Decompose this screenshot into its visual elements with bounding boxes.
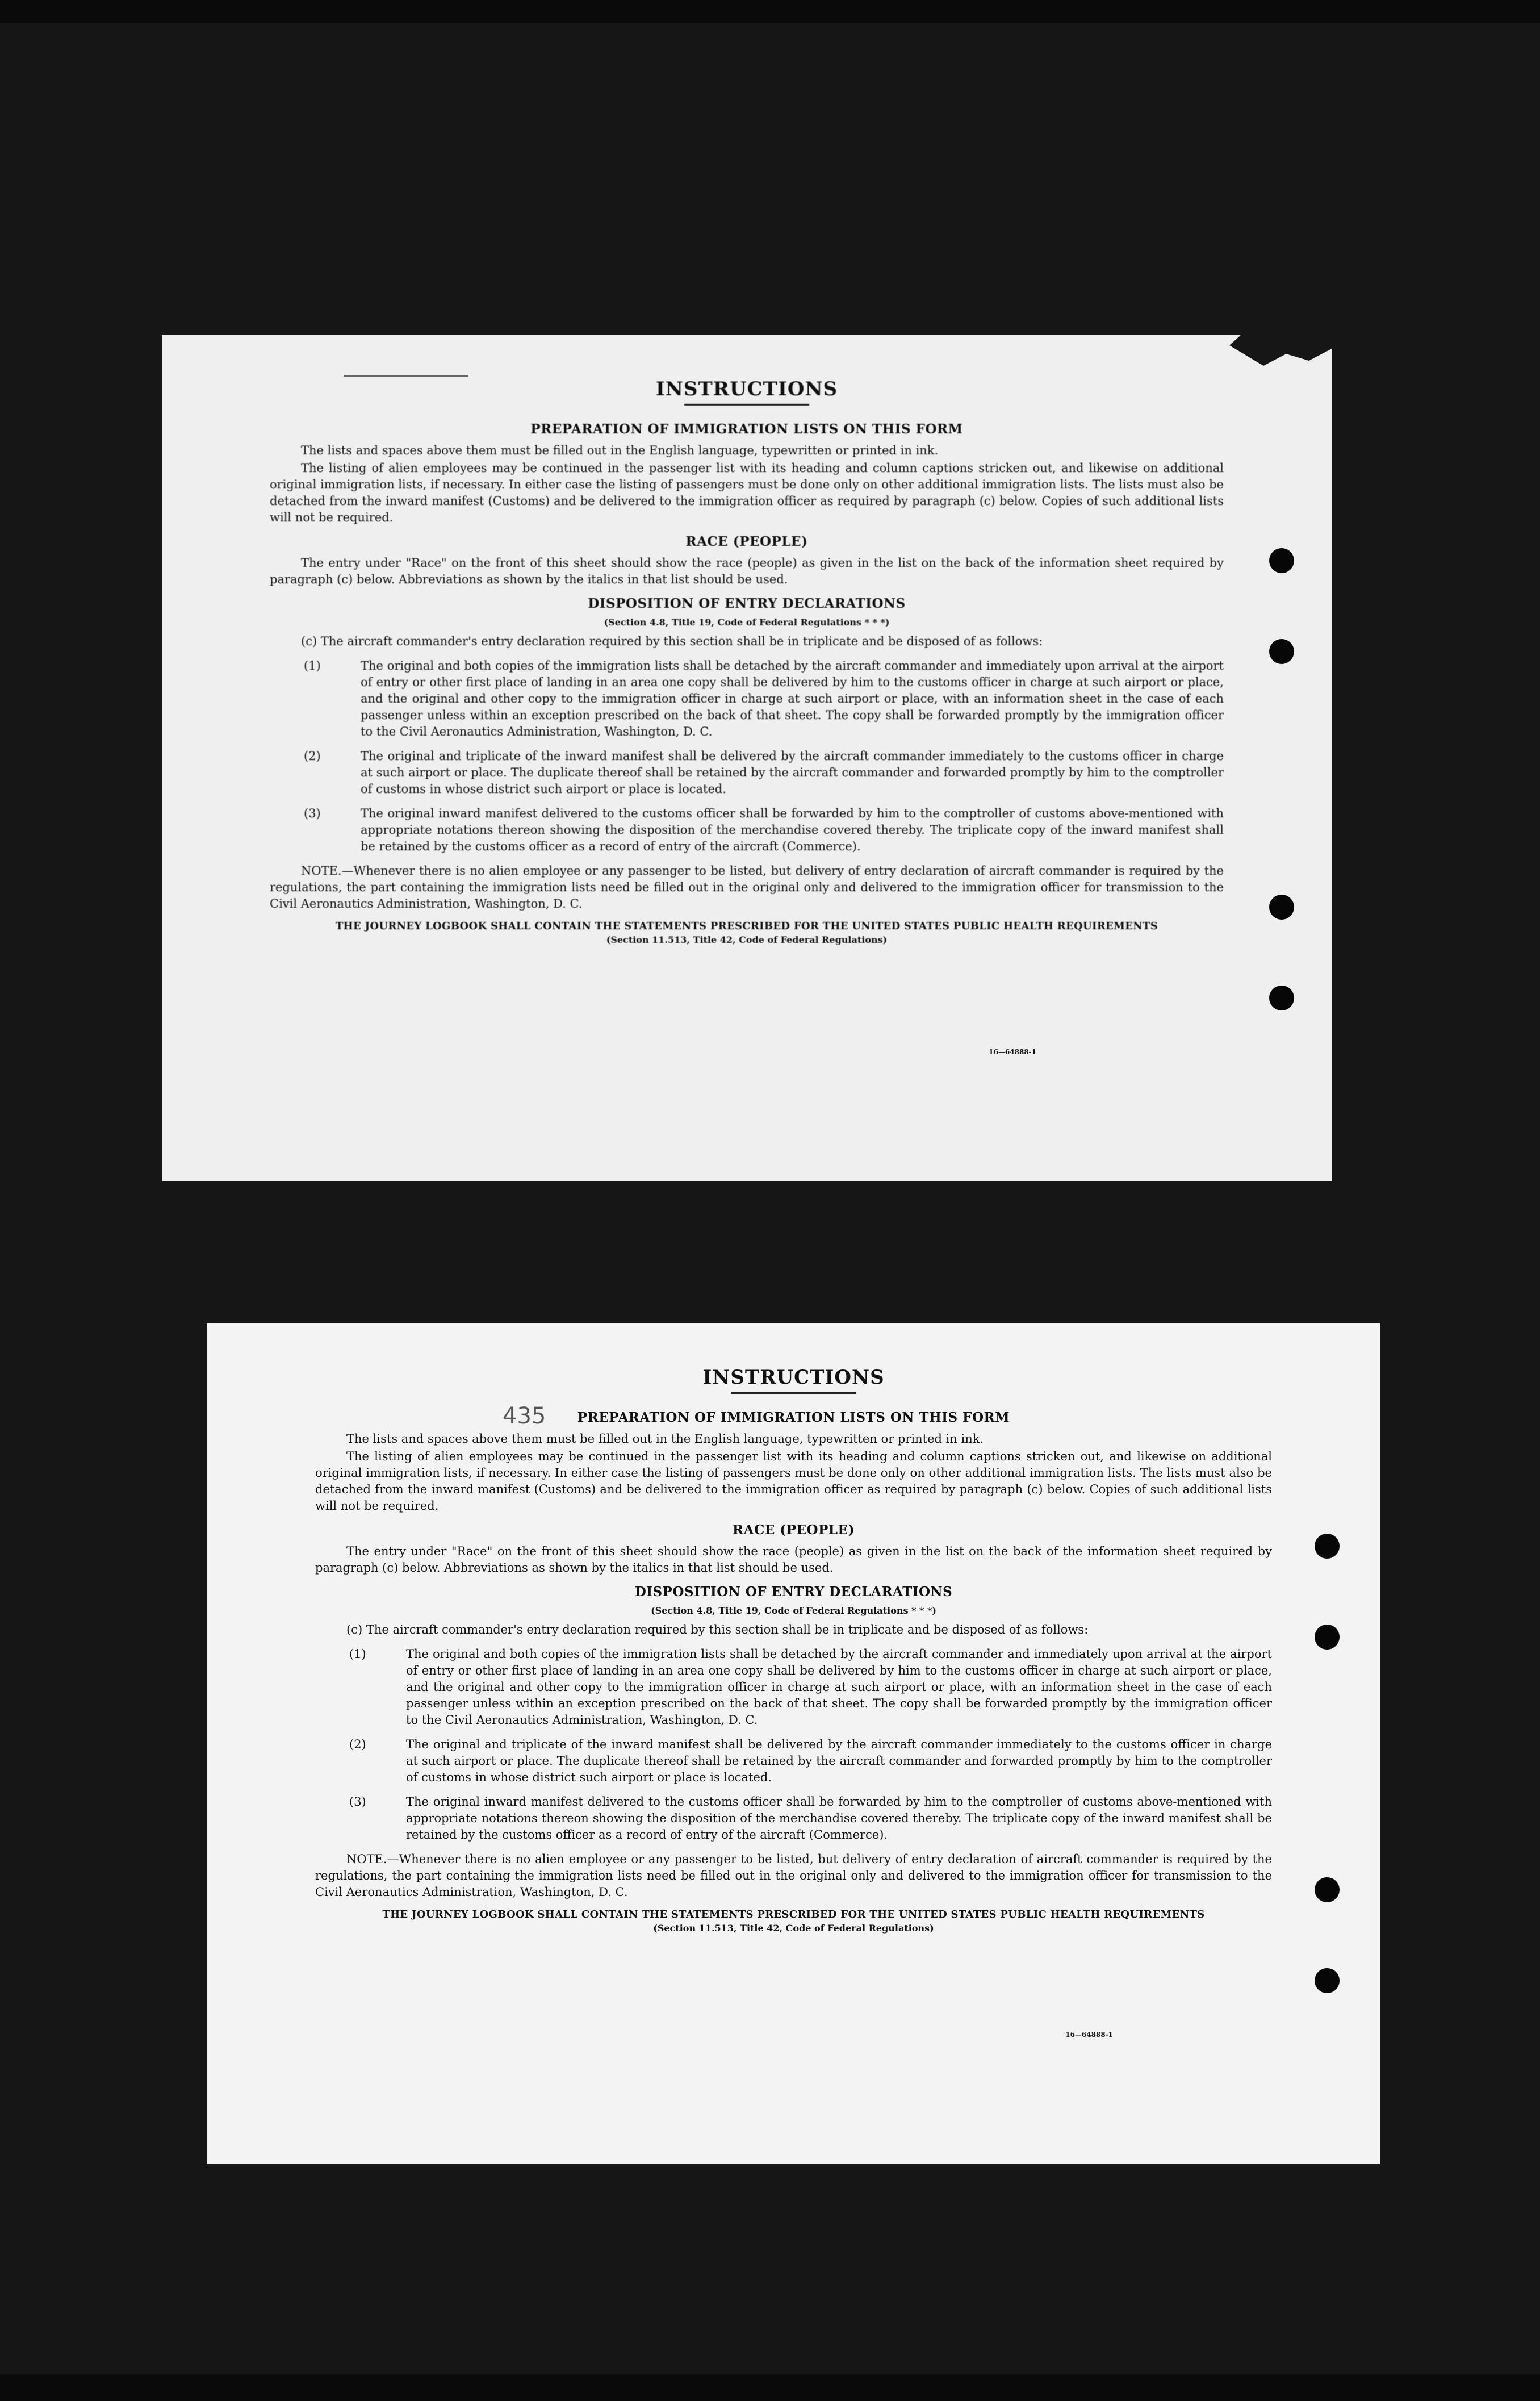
item-number: (1) (349, 1647, 366, 1661)
punch-hole (1315, 1968, 1340, 1993)
heading-race: RACE (PEOPLE) (733, 1522, 855, 1538)
list-item (315, 1646, 1272, 1728)
heading-preparation: PREPARATION OF IMMIGRATION LISTS ON THIS FORM (577, 1410, 1010, 1425)
journey-section-reference: (Section 11.513, Title 42, Code of Federal Regulations) (606, 934, 888, 945)
page-title: INSTRUCTIONS (655, 378, 838, 400)
punch-hole (1315, 1877, 1340, 1902)
film-edge-top (0, 0, 1540, 23)
heading-disposition: DISPOSITION OF ENTRY DECLARATIONS (588, 596, 906, 611)
section-reference: (Section 4.8, Title 19, Code of Federal Regulations * * *) (604, 617, 890, 628)
paragraph-alien-employees: The listing of alien employees may be continued in the passenger list with its heading and column captions stricken out, and likewise on additional original immigration lists, if necessary. In either case the listing of passengers must be done only on other additional immigration lists. The lists must also be detached from the inward manifest (Customs) and be delivered to the immigration officer as required by paragraph (c) below. Copies of such additional lists will not be required. (270, 461, 1224, 524)
item-text: The original and both copies of the immigration lists shall be detached by the aircraft commander and immediately upon arrival at the airport of entry or other first place of landing in an area one copy shall be delivered by him to the customs officer in charge at such airport or place, and the original and other copy to the immigration officer in charge at such airport or place, with an information sheet in the case of each passenger unless within an exception prescribed on the back of that sheet. The copy shall be forwarded promptly by the immigration officer to the Civil Aeronautics Administration, Washington, D. C. (361, 659, 1224, 738)
pencil-annotation: 435 (503, 1403, 546, 1429)
form-code: 16—64888-1 (989, 1048, 1036, 1056)
clause-c: (c) The aircraft commander's entry declaration required by this section shall be in triplicate and be disposed of as follows: (301, 634, 1043, 648)
title-rule (684, 404, 809, 406)
list-item (270, 748, 1224, 797)
journey-section-reference: (Section 11.513, Title 42, Code of Federal Regulations) (653, 1923, 934, 1934)
form-code: 16—64888-1 (1065, 2031, 1113, 2039)
paragraph-alien-employees: The listing of alien employees may be continued in the passenger list with its heading and column captions stricken out, and likewise on additional original immigration lists, if necessary. In either case the listing of passengers must be done only on other additional immigration lists. The lists must also be detached from the inward manifest (Customs) and be delivered to the immigration officer as required by paragraph (c) below. Copies of such additional lists will not be required. (315, 1450, 1272, 1513)
heading-preparation: PREPARATION OF IMMIGRATION LISTS ON THIS FORM (530, 421, 963, 437)
item-number: (2) (304, 749, 321, 763)
film-edge-bottom (0, 2374, 1540, 2401)
paragraph-english-language: The lists and spaces above them must be filled out in the English language, typewritten or printed in ink. (301, 444, 939, 457)
punch-hole (1315, 1625, 1340, 1650)
clause-c: (c) The aircraft commander's entry declaration required by this section shall be in triplicate and be disposed of as follows: (346, 1623, 1089, 1636)
list-item (315, 1736, 1272, 1786)
heading-race: RACE (PEOPLE) (685, 534, 808, 549)
paragraph-english-language: The lists and spaces above them must be filled out in the English language, typewritten or printed in ink. (346, 1432, 984, 1446)
item-text: The original and both copies of the immigration lists shall be detached by the aircraft commander and immediately upon arrival at the airport of entry or other first place of landing in an area one copy shall be delivered by him to the customs officer in charge at such airport or place, and the original and other copy to the immigration officer in charge at such airport or place, with an information sheet in the case of each passenger unless within an exception prescribed on the back of that sheet. The copy shall be forwarded promptly by the immigration officer to the Civil Aeronautics Administration, Washington, D. C. (406, 1647, 1272, 1727)
punch-hole (1269, 548, 1294, 573)
item-number: (3) (304, 807, 321, 820)
list-item (270, 658, 1224, 740)
sheet-text-block (207, 1323, 1380, 1934)
heading-disposition: DISPOSITION OF ENTRY DECLARATIONS (634, 1584, 953, 1600)
item-text: The original inward manifest delivered to the customs officer shall be forwarded by him to the comptroller of customs above-mentioned with appropriate notations thereon showing the disposition of the merchandise covered thereby. The triplicate copy of the inward manifest shall be retained by the customs officer as a record of entry of the aircraft (Commerce). (361, 807, 1224, 853)
note-paragraph: NOTE.—Whenever there is no alien employee or any passenger to be listed, but delivery of entry declaration of aircraft commander is required by the regulations, the part containing the immigration lists need be filled out in the original only and delivered to the immigration officer for transmission to the Civil Aeronautics Administration, Washington, D. C. (270, 864, 1224, 911)
paragraph-race: The entry under "Race" on the front of this sheet should show the race (people) as given in the list on the back of the information sheet required by paragraph (c) below. Abbreviations as shown by the italics in that list should be used. (270, 556, 1224, 586)
section-reference: (Section 4.8, Title 19, Code of Federal Regulations * * *) (651, 1605, 936, 1616)
journey-logbook-statement: THE JOURNEY LOGBOOK SHALL CONTAIN THE STATEMENTS PRESCRIBED FOR THE UNITED STATES PUBLIC HEALTH REQUIREMENTS (382, 1909, 1205, 1920)
list-item (270, 805, 1224, 855)
list-item (315, 1794, 1272, 1843)
punch-hole (1315, 1534, 1340, 1559)
item-text: The original and triplicate of the inward manifest shall be delivered by the aircraft commander immediately to the customs officer in charge at such airport or place. The duplicate thereof shall be retained by the aircraft commander and forwarded promptly by him to the comptroller of customs in whose district such airport or place is located. (361, 749, 1224, 796)
page-title: INSTRUCTIONS (702, 1366, 885, 1389)
punch-hole (1269, 895, 1294, 920)
punch-hole (1269, 639, 1294, 664)
item-text: The original inward manifest delivered to the customs officer shall be forwarded by him to the comptroller of customs above-mentioned with appropriate notations thereon showing the disposition of the merchandise covered thereby. The triplicate copy of the inward manifest shall be retained by the customs officer as a record of entry of the aircraft (Commerce). (406, 1795, 1272, 1842)
title-rule (731, 1392, 856, 1394)
sheet-text-block (162, 335, 1332, 945)
note-paragraph: NOTE.—Whenever there is no alien employee or any passenger to be listed, but delivery of entry declaration of aircraft commander is required by the regulations, the part containing the immigration lists need be filled out in the original only and delivered to the immigration officer for transmission to the Civil Aeronautics Administration, Washington, D. C. (315, 1852, 1272, 1899)
item-text: The original and triplicate of the inward manifest shall be delivered by the aircraft commander immediately to the customs officer in charge at such airport or place. The duplicate thereof shall be retained by the aircraft commander and forwarded promptly by him to the comptroller of customs in whose district such airport or place is located. (406, 1738, 1272, 1784)
journey-logbook-statement: THE JOURNEY LOGBOOK SHALL CONTAIN THE STATEMENTS PRESCRIBED FOR THE UNITED STATES PUBLIC HEALTH REQUIREMENTS (335, 920, 1158, 932)
item-number: (3) (349, 1795, 366, 1809)
punch-hole (1269, 986, 1294, 1010)
paragraph-race: The entry under "Race" on the front of this sheet should show the race (people) as given in the list on the back of the information sheet required by paragraph (c) below. Abbreviations as shown by the italics in that list should be used. (315, 1544, 1272, 1575)
instruction-sheet-upper (162, 335, 1332, 1181)
item-number: (2) (349, 1738, 366, 1751)
instruction-sheet-lower (207, 1323, 1380, 2164)
item-number: (1) (304, 659, 321, 673)
